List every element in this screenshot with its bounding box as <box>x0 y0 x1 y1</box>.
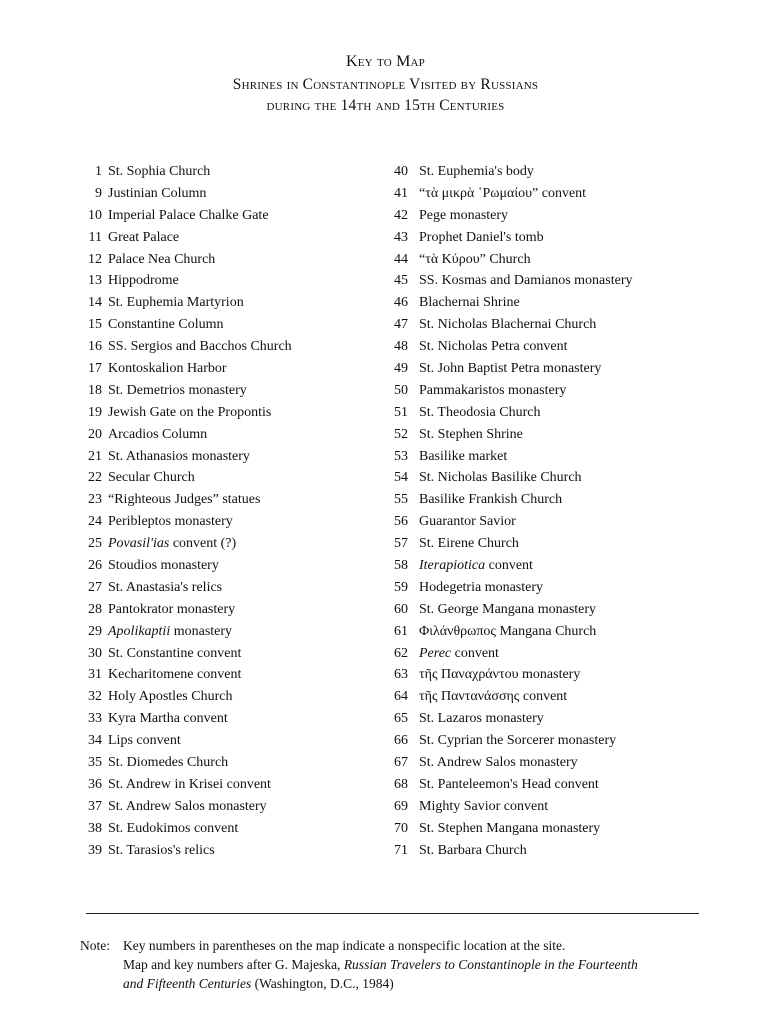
key-entry <box>394 230 734 252</box>
key-label <box>108 624 232 646</box>
key-label: St. Andrew Salos monastery <box>419 755 578 771</box>
key-entry <box>78 230 378 252</box>
key-label: Peribleptos monastery <box>108 514 233 530</box>
key-entry <box>394 164 734 186</box>
key-entry <box>78 449 378 471</box>
key-label: Pege monastery <box>419 207 509 223</box>
key-entry <box>78 602 378 624</box>
key-number: 64 <box>394 689 408 705</box>
key-label-italic: Iterapiotica <box>419 558 486 574</box>
key-entry <box>394 317 734 339</box>
key-entry <box>78 208 378 230</box>
key-number: 56 <box>394 514 408 530</box>
key-number: 38 <box>88 820 102 836</box>
key-label: St. Lazaros monastery <box>419 711 544 727</box>
page-subtitle: Shrines in Constantinople Visited by Russians <box>232 76 539 93</box>
key-number: 36 <box>88 776 102 792</box>
key-label: Jewish Gate on the Propontis <box>108 404 272 420</box>
key-label-italic: Povasil'ias <box>108 536 170 552</box>
key-label: Kecharitomene convent <box>108 667 242 683</box>
footnote-text-1: Key numbers in parentheses on the map indicate a nonspecific location at the site. <box>123 938 566 953</box>
key-entry <box>394 646 734 668</box>
key-entry <box>394 536 734 558</box>
key-number: 46 <box>394 295 408 311</box>
key-label: Palace Nea Church <box>108 251 216 267</box>
key-number: 9 <box>95 185 102 201</box>
key-entry <box>394 755 734 777</box>
key-number: 65 <box>394 711 408 727</box>
key-label: St. Theodosia Church <box>419 404 541 420</box>
key-entry <box>394 624 734 646</box>
key-label: St. Constantine convent <box>108 645 242 661</box>
key-entry <box>78 755 378 777</box>
key-entry <box>78 514 378 536</box>
key-number: 13 <box>88 273 102 289</box>
key-number: 23 <box>88 492 102 508</box>
key-label: St. Stephen Mangana monastery <box>419 820 601 836</box>
key-number: 55 <box>394 492 408 508</box>
key-label-rest: convent (?) <box>169 536 237 552</box>
key-number: 32 <box>88 689 102 705</box>
key-entry <box>78 405 378 427</box>
key-number: 18 <box>88 382 102 398</box>
key-label: Hippodrome <box>108 273 179 289</box>
key-number: 33 <box>88 711 102 727</box>
key-label-rest: monastery <box>170 623 233 639</box>
key-number: 59 <box>394 579 408 595</box>
key-label <box>108 536 236 558</box>
key-entry <box>394 689 734 711</box>
key-entry <box>394 799 734 821</box>
key-list-right <box>394 164 734 865</box>
key-label: St. Cyprian the Sorcerer monastery <box>419 733 617 749</box>
key-label: Imperial Palace Chalke Gate <box>108 207 269 223</box>
key-entry <box>394 733 734 755</box>
key-label: SS. Sergios and Bacchos Church <box>108 339 292 355</box>
key-label-italic: Apolikaptii <box>108 623 171 639</box>
footnote-line-1 <box>80 936 720 955</box>
key-entry <box>78 843 378 865</box>
key-label: “τὰ Κύρου” Church <box>419 251 531 267</box>
key-entry <box>394 449 734 471</box>
key-number: 25 <box>88 536 102 552</box>
key-entry <box>394 273 734 295</box>
key-label: St. Anastasia's relics <box>108 579 223 595</box>
key-entry <box>78 317 378 339</box>
key-number: 29 <box>88 623 102 639</box>
key-entry <box>394 383 734 405</box>
key-number: 26 <box>88 558 102 574</box>
key-entry <box>78 777 378 799</box>
key-number: 14 <box>88 295 102 311</box>
key-entry <box>394 361 734 383</box>
key-entry <box>394 405 734 427</box>
key-label: St. Andrew Salos monastery <box>108 798 267 814</box>
key-label: St. Barbara Church <box>419 842 527 858</box>
key-label: St. Panteleemon's Head convent <box>419 776 599 792</box>
key-number: 30 <box>88 645 102 661</box>
key-number: 28 <box>88 601 102 617</box>
key-number: 35 <box>88 755 102 771</box>
key-entry <box>394 843 734 865</box>
key-number: 10 <box>88 207 102 223</box>
key-label <box>419 646 499 668</box>
key-label: Mighty Savior convent <box>419 798 549 814</box>
key-entry <box>78 164 378 186</box>
key-entry <box>394 470 734 492</box>
key-label: St. Nicholas Petra convent <box>419 339 568 355</box>
key-entry <box>78 295 378 317</box>
key-number: 49 <box>394 361 408 377</box>
key-number: 12 <box>88 251 102 267</box>
key-entry <box>78 383 378 405</box>
footnote-line-3 <box>80 974 720 993</box>
key-entry <box>394 252 734 274</box>
key-number: 42 <box>394 207 408 223</box>
key-entry <box>394 711 734 733</box>
key-entry <box>78 427 378 449</box>
key-label: “Righteous Judges” statues <box>108 492 261 508</box>
key-number: 34 <box>88 733 102 749</box>
key-label: St. John Baptist Petra monastery <box>419 361 602 377</box>
key-number: 53 <box>394 448 408 464</box>
key-entry <box>78 252 378 274</box>
key-number: 51 <box>394 404 408 420</box>
key-number: 60 <box>394 601 408 617</box>
key-label <box>419 558 533 580</box>
key-entry <box>394 186 734 208</box>
page-title: Key to Map <box>346 53 425 70</box>
key-label: St. Athanasios monastery <box>108 448 250 464</box>
key-label: Stoudios monastery <box>108 558 219 574</box>
key-entry <box>394 602 734 624</box>
key-label: St. Nicholas Basilike Church <box>419 470 582 486</box>
key-number: 19 <box>88 404 102 420</box>
footnote-text-3: (Washington, D.C., 1984) <box>251 976 394 991</box>
key-entry <box>78 689 378 711</box>
key-entry <box>394 514 734 536</box>
key-label: St. Eudokimos convent <box>108 820 239 836</box>
key-label: Φιλάνθρωπος Mangana Church <box>419 623 597 639</box>
key-label: τῆς Παναχράντου monastery <box>419 667 581 683</box>
key-label-rest: convent <box>485 558 533 574</box>
key-label: Pantokrator monastery <box>108 601 236 617</box>
key-number: 57 <box>394 536 408 552</box>
key-entry <box>394 295 734 317</box>
key-number: 11 <box>88 229 102 245</box>
footnote-divider <box>86 913 699 914</box>
key-label: St. Eirene Church <box>419 536 519 552</box>
footnote-text-2: Map and key numbers after G. Majeska, <box>123 957 344 972</box>
key-label: SS. Kosmas and Damianos monastery <box>419 273 633 289</box>
key-label: St. George Mangana monastery <box>419 601 597 617</box>
footnote <box>80 936 720 993</box>
key-number: 71 <box>394 842 408 858</box>
key-number: 63 <box>394 667 408 683</box>
key-label: Prophet Daniel's tomb <box>419 229 544 245</box>
key-number: 70 <box>394 820 408 836</box>
key-number: 16 <box>88 339 102 355</box>
key-number: 50 <box>394 382 408 398</box>
key-number: 40 <box>394 164 408 179</box>
key-entry <box>394 777 734 799</box>
key-number: 1 <box>95 164 102 179</box>
footnote-book-title-2: and Fifteenth Centuries <box>123 976 252 991</box>
key-entry <box>78 799 378 821</box>
key-entry <box>394 492 734 514</box>
key-label: Blachernai Shrine <box>419 295 520 311</box>
key-entry <box>394 667 734 689</box>
key-label: Basilike Frankish Church <box>419 492 563 508</box>
key-number: 45 <box>394 273 408 289</box>
key-number: 68 <box>394 776 408 792</box>
key-entry <box>78 733 378 755</box>
key-entry <box>78 339 378 361</box>
key-entry <box>394 208 734 230</box>
key-label: Hodegetria monastery <box>419 579 544 595</box>
key-entry <box>394 580 734 602</box>
key-number: 54 <box>394 470 408 486</box>
key-number: 69 <box>394 798 408 814</box>
key-entry <box>78 646 378 668</box>
key-entry <box>78 361 378 383</box>
key-entry <box>394 558 734 580</box>
key-label-rest: convent <box>451 645 499 661</box>
key-label: Basilike market <box>419 448 508 464</box>
key-number: 66 <box>394 733 408 749</box>
key-number: 47 <box>394 317 408 333</box>
key-number: 37 <box>88 798 102 814</box>
key-number: 52 <box>394 426 408 442</box>
key-number: 62 <box>394 645 408 661</box>
key-label: Justinian Column <box>108 185 207 201</box>
key-number: 21 <box>88 448 102 464</box>
key-list-left <box>78 164 378 865</box>
page-subtitle-period: during the 14th and 15th Centuries <box>266 97 505 114</box>
footnote-label: Note: <box>80 938 110 953</box>
key-number: 31 <box>88 667 102 683</box>
key-number: 27 <box>88 579 102 595</box>
key-entry <box>78 711 378 733</box>
key-label: “τὰ μικρὰ ῾Ρωμαίου” convent <box>419 185 587 201</box>
key-entry <box>78 821 378 843</box>
key-label: St. Andrew in Krisei convent <box>108 776 271 792</box>
key-entry <box>78 536 378 558</box>
key-label: St. Demetrios monastery <box>108 382 247 398</box>
key-entry <box>78 492 378 514</box>
key-number: 61 <box>394 623 408 639</box>
key-entry <box>78 667 378 689</box>
key-number: 48 <box>394 339 408 355</box>
key-entry <box>394 427 734 449</box>
key-number: 20 <box>88 426 102 442</box>
key-number: 67 <box>394 755 408 771</box>
key-label: St. Sophia Church <box>108 164 211 179</box>
footnote-line-2 <box>80 955 720 974</box>
key-number: 58 <box>394 558 408 574</box>
key-label: Pammakaristos monastery <box>419 382 567 398</box>
key-number: 41 <box>394 185 408 201</box>
key-number: 24 <box>88 514 102 530</box>
key-label: St. Euphemia's body <box>419 164 534 179</box>
key-entry <box>78 273 378 295</box>
key-entry <box>394 339 734 361</box>
key-entry <box>78 186 378 208</box>
key-entry <box>78 580 378 602</box>
key-entry <box>78 624 378 646</box>
key-label: Secular Church <box>108 470 195 486</box>
key-label: St. Tarasios's relics <box>108 842 215 858</box>
key-number: 17 <box>88 361 102 377</box>
key-label: St. Euphemia Martyrion <box>108 295 244 311</box>
key-number: 22 <box>88 470 102 486</box>
key-label: St. Nicholas Blachernai Church <box>419 317 597 333</box>
key-entry <box>78 558 378 580</box>
key-label: St. Diomedes Church <box>108 755 229 771</box>
key-label: Holy Apostles Church <box>108 689 233 705</box>
footnote-book-title-1: Russian Travelers to Constantinople in the Fourteenth <box>343 957 638 972</box>
key-number: 44 <box>394 251 408 267</box>
key-entry <box>394 821 734 843</box>
key-label: Great Palace <box>108 229 180 245</box>
key-label: St. Stephen Shrine <box>419 426 523 442</box>
key-label: Constantine Column <box>108 317 224 333</box>
key-number: 15 <box>88 317 102 333</box>
key-label: Guarantor Savior <box>419 514 516 530</box>
key-label: τῆς Παντανάσσης convent <box>419 689 568 705</box>
key-label: Arcadios Column <box>108 426 208 442</box>
key-entry <box>78 470 378 492</box>
key-number: 39 <box>88 842 102 858</box>
key-label-italic: Perec <box>419 645 452 661</box>
key-number: 43 <box>394 229 408 245</box>
key-label: Lips convent <box>108 733 181 749</box>
key-label: Kyra Martha convent <box>108 711 228 727</box>
key-label: Kontoskalion Harbor <box>108 361 227 377</box>
